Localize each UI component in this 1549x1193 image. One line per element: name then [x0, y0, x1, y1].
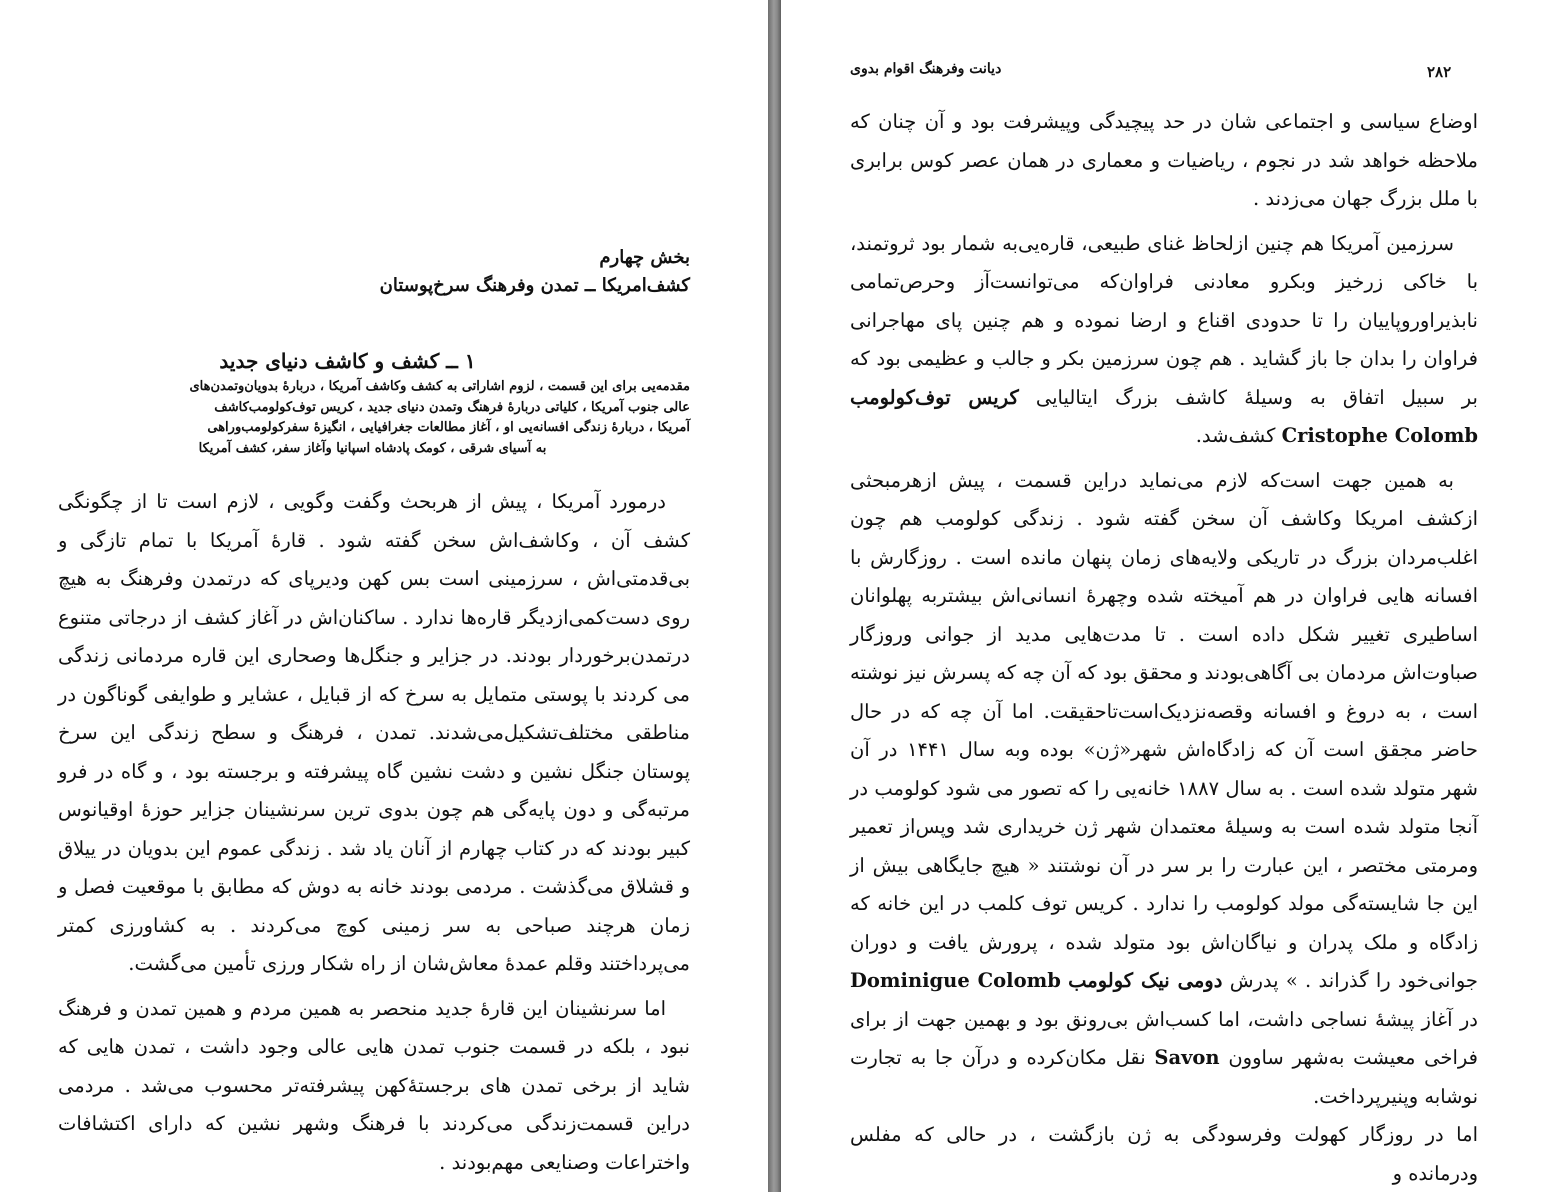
summary-line: عالی جنوب آمریکا ، کلیاتی دربارهٔ فرهنگ وتمدن دنیای جدید ، کریس توف‌کولومب‌کاشف [214, 399, 690, 415]
paragraph-text: به همین جهت است‌که لازم می‌نماید دراین قسمت ، پیش ازهرمبحثی ازکشف امریکا وکاشف آن سخن گفته شود . زندگی کولومب هم چون اغلب‌مردان بزرگ در تاریکی ولایه‌های زمان پنهان مانده است . روزگارش با افسانه هایی فراوان در هم آمیخته شده وچهرهٔ انسانی‌اش بیشتربه پهلوانان اساطیری تغییر شکل داده است . تا مدت‌هایی مدید از جوانی وروزگار صباوت‌اش مردمان بی آگاهی‌بودند و محقق بود که آن چه که پسرش نیز نوشته است ، به دروغ و افسانه وقصه‌نزدیک‌است‌تاحقیقت. اما آن چه که در حال حاضر مجقق است آن که زادگاه‌اش شهر«ژن» بوده وبه سال ۱۴۴۱ در آن شهر متولد شده است . به سال ۱۸۸۷ خانه‌یی را که تصور می شود کولومب در آنجا متولد شده است به وسیلهٔ معتمدان شهر ژن خریداری شد وپس‌از تعمیر ومرمتی مختصر ، این عبارت را بر سر در آن نوشتند « هیچ جایگاهی بیش از این جا شایسته‌گی مولد کولومب را ندارد . کریس توف کلمب در این خانه که زادگاه و ملک پدران و نیاگان‌اش بود متولد شده ، پرورش یافت و دوران جوانی‌خود را گذراند . » پدرش [850, 468, 1478, 992]
chapter-summary [55, 377, 690, 459]
chapter-title: ۱ ــ کشف و کاشف دنیای جدید [219, 349, 476, 373]
paragraph-text: نقل مکان‌کرده و درآن جا به تجارت نوشابه وپنیرپرداخت. [850, 1046, 1478, 1108]
body-paragraph: اوضاع سیاسی و اجتماعی شان در حد پیچیدگی وپیشرفت بود و آن چنان که ملاحظه خواهد شد در نجوم ، ریاضیات و معماری در همان عصر کوس برابری با ملل بزرگ جهان می‌زدند . [850, 110, 1478, 210]
person-name-persian: دومی نیک کولومب [1068, 969, 1223, 992]
body-paragraph: اما سرنشینان این قارهٔ جدید منحصر به همین مردم و همین تمدن و فرهنگ نبود ، بلکه در قسمت جنوب تمدن هایی عالی وجود داشت ، تمدن هایی که شاید از برخی تمدن های برجستهٔ‌کهن پیشرفته‌تر محسوب می‌شد . مردمی دراین قسمت‌زندگی می‌کردند با فرهنگ وشهر نشین که دارای اکتشافات واختراعات وصنایعی مهم‌بودند . [58, 996, 690, 1174]
paragraph-text: سرزمین آمریکا هم چنین ازلحاظ غنای طبیعی، قاره‌یی‌به شمار بود ثروتمند، با خاکی زرخیز وبکرو معادنی فراوان‌که می‌توانست‌آز وحرص‌تمامی نابذیراوروپاییان را تا حدودی اقناع و ارضا نموده و هم چنین پای مهاجرانی فراوان را بدان جا باز گشاید . هم چون سرزمین بکر و جالب و عظیمی بود که بر سبیل اتفاق به وسیلهٔ کاشف بزرگ ایتالیایی [850, 231, 1478, 409]
right-body-text [850, 103, 1478, 1193]
summary-line: به آسیای شرقی ، کومک پادشاه اسپانیا وآغاز سفر، کشف آمریکا [198, 440, 547, 456]
body-paragraph [850, 462, 1478, 1117]
summary-line: آمریکا ، دربارهٔ زندگی افسانه‌یی او ، آغاز مطالعات جغرافیایی ، انگیزهٔ سفرکولومب‌وراهی [207, 420, 690, 435]
paragraph-text: پیشهٔ نساجی داشت، اما کسب‌اش بی‌رونق بود و بهمین جهت از برای فراخی معیشت به‌شهر ساوون [850, 1007, 1478, 1069]
part-title: بخش چهارم [599, 247, 690, 268]
place-name-latin: Savon [1154, 1046, 1220, 1069]
body-paragraph [850, 225, 1478, 456]
book-gutter [768, 0, 781, 1192]
body-paragraph: اما در روزگار کهولت وفرسودگی به ژن بازگشت ، در حالی که مفلس ودرمانده و [850, 1123, 1478, 1185]
page-number: ۲۸۲ [1427, 63, 1452, 81]
person-name-persian: کریس توف‌کولومب [850, 385, 1019, 409]
person-name-latin: Cristophe Colomb [1281, 424, 1478, 447]
paragraph-text: کشف‌شد. [1195, 424, 1276, 447]
body-paragraph: درمورد آمریکا ، پیش از هربحث وگفت وگویی ، لازم است تا از چگونگی کشف آن ، وکاشف‌اش سخن گفته شود . قارهٔ آمریکا با تمام تازگی و بی‌قدمتی‌اش ، سرزمینی است بس کهن ودیرپای که درتمدن وفرهنگ به هیچ روی دست‌کمی‌ازدیگر قاره‌ها ندارد . ساکنان‌اش در آغاز کشف از درجاتی متنوع درتمدن‌برخوردار بودند. در جزایر و جنگل‌ها وصحاری این قاره مردمانی زندگی می کردند با پوستی متمایل به سرخ که از قبایل ، عشایر و طوایفی گوناگون در مناطقی مختلف‌تشکیل‌می‌شدند. تمدن ، فرهنگ و سطح زندگی این سرخ پوستان جنگل نشین و دشت نشین گاه پیشرفته و برجسته بود ، و گاه در فرو مرتبه‌گی و دون پایه‌گی هم چون بدوی ترین سرنشینان جزایر حوزهٔ اوقیانوس کبیر بودند که در کتاب چهارم از آنان یاد شد . زندگی عموم این بدویان در ییلاق و قشلاق می‌گذشت . مردمی بودند خانه به دوش که مطابق با موقعیت فصل و زمان هرچند صباحی به سر زمینی کوچ می‌کردند . به کشاورزی کمتر می‌پرداختند وقلم عمدهٔ معاش‌شان از راه شکار ورزی تأمین می‌گشت. [58, 490, 690, 975]
part-subtitle: کشف‌امریکا ــ تمدن وفرهنگ سرخ‌پوستان [379, 275, 690, 296]
running-head: دیانت وفرهنگ اقوام بدوی [850, 61, 1002, 77]
summary-line: مقدمه‌یی برای این قسمت ، لزوم اشاراتی به کشف وکاشف آمریکا ، دربارهٔ بدویان‌وتمدن‌های [189, 379, 690, 394]
paragraph-text: در آغاز [1421, 1007, 1478, 1031]
left-body-text [58, 483, 690, 1182]
section-heading [90, 244, 690, 300]
person-name-latin: Dominigue Colomb [850, 969, 1061, 992]
